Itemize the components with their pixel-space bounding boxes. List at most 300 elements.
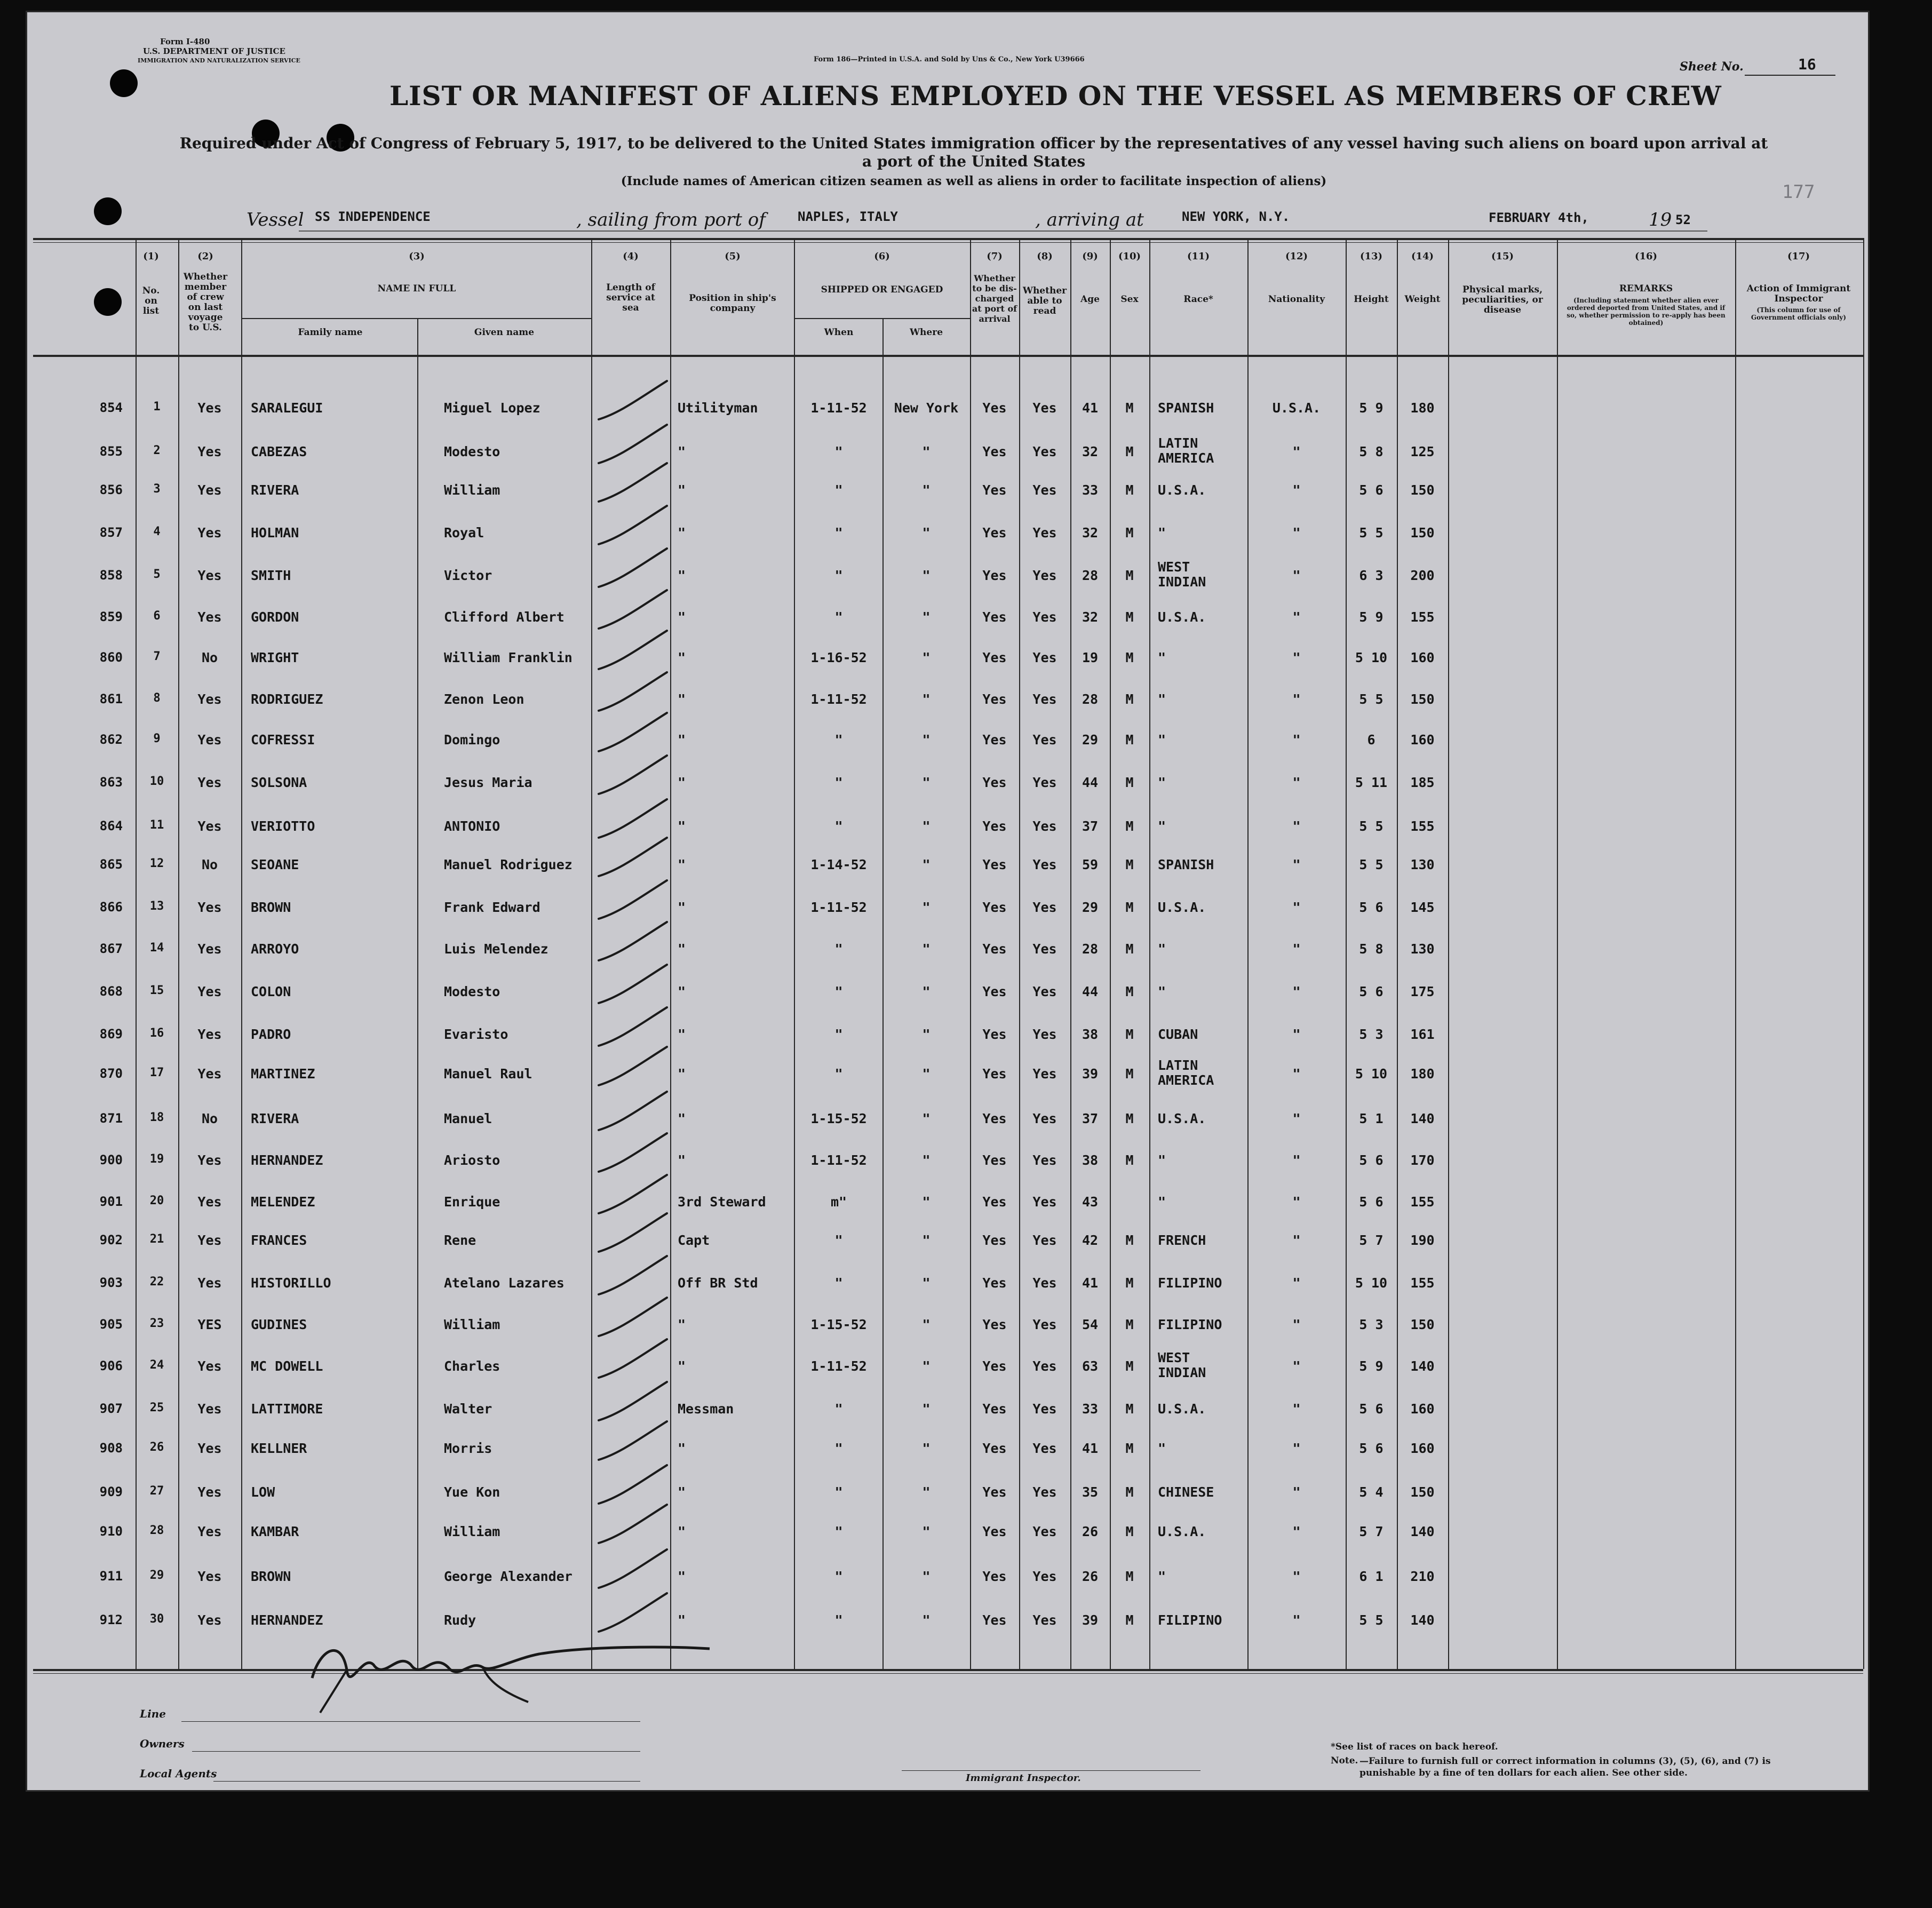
cell-crew: Yes (197, 1027, 222, 1042)
cell-ht: 5 9 (1359, 400, 1384, 416)
cell-race: U.S.A. (1158, 1111, 1206, 1126)
cell-wt: 175 (1410, 984, 1435, 999)
cell-when: " (834, 1524, 843, 1539)
cell-when: 1-11-52 (810, 1358, 867, 1374)
cell-crew: No (201, 857, 218, 872)
cell-read: Yes (1032, 1111, 1057, 1126)
col16-header: REMARKS (1619, 283, 1673, 294)
col1-number: (1) (143, 251, 159, 262)
cell-n: 19 (149, 1152, 164, 1166)
cell-crew: Yes (197, 1358, 222, 1374)
cell-age: 39 (1082, 1066, 1099, 1082)
fine-note: —Failure to furnish full or correct information in columns (3), (5), (6), and (7) is punishable by a fine of ten dollars for each alien. See other side. (1359, 1756, 1771, 1778)
punch-hole (94, 197, 122, 225)
cell-fam: SOLSONA (251, 775, 307, 790)
cell-pos: " (678, 818, 686, 834)
cell-sex: M (1125, 1524, 1134, 1539)
cell-giv: Manuel (444, 1111, 492, 1126)
cell-ht: 5 6 (1359, 1401, 1384, 1417)
cell-read: Yes (1032, 691, 1057, 707)
cell-pos: " (678, 941, 686, 957)
manifest-subtitle: Required under Act of Congress of February 5, 1917, to be delivered to the United States immigration officer by the representatives of any vessel having such aliens on board upon arrival at a port of the United States (179, 134, 1768, 170)
cell-dis: Yes (982, 1441, 1007, 1456)
cell-sex: M (1125, 1152, 1134, 1168)
cell-n: 20 (149, 1194, 164, 1207)
cell-where: " (922, 650, 931, 665)
cell-read: Yes (1032, 400, 1057, 416)
cell-when: " (834, 1066, 843, 1082)
cell-crew: Yes (197, 984, 222, 999)
cell-n: 21 (149, 1233, 164, 1246)
cell-where: " (922, 1358, 931, 1374)
cell-n: 26 (149, 1441, 164, 1454)
cell-fam: HERNANDEZ (251, 1152, 323, 1168)
arrival-date: FEBRUARY 4th, (1489, 210, 1589, 225)
vessel-underline (299, 230, 1707, 232)
cell-when: 1-11-52 (810, 400, 867, 416)
col17-number: (17) (1787, 251, 1810, 262)
cell-race: " (1158, 941, 1166, 957)
cell-wt: 180 (1410, 1066, 1435, 1082)
cell-n: 1 (153, 400, 161, 414)
cell-n: 11 (149, 818, 164, 832)
table-top-rule-2 (33, 242, 1863, 243)
cell-ref: 871 (99, 1111, 123, 1126)
cell-giv: Domingo (444, 732, 500, 748)
cell-nat: " (1292, 691, 1301, 707)
cell-sex: M (1125, 444, 1134, 459)
column-divider (591, 238, 592, 1669)
cell-wt: 155 (1410, 1275, 1435, 1291)
cell-race: " (1158, 525, 1166, 540)
col12-number: (12) (1285, 251, 1308, 262)
cell-age: 43 (1082, 1194, 1099, 1210)
cell-ht: 5 6 (1359, 1152, 1384, 1168)
cell-wt: 125 (1410, 444, 1435, 459)
cell-pos: " (678, 732, 686, 748)
cell-pos: " (678, 1524, 686, 1539)
cell-ht: 5 5 (1359, 691, 1384, 707)
cell-dis: Yes (982, 1111, 1007, 1126)
cell-race: U.S.A. (1158, 1524, 1206, 1539)
cell-sex: M (1125, 1233, 1134, 1248)
cell-nat: " (1292, 775, 1301, 790)
cell-n: 9 (153, 732, 161, 745)
cell-race-line2: AMERICA (1158, 1072, 1214, 1088)
cell-dis: Yes (982, 732, 1007, 748)
cell-where: " (922, 691, 931, 707)
cell-nat: " (1292, 1194, 1301, 1210)
cell-dis: Yes (982, 1484, 1007, 1500)
cell-giv: Ariosto (444, 1152, 500, 1168)
cell-crew: Yes (197, 444, 222, 459)
cell-when: 1-11-52 (810, 691, 867, 707)
cell-age: 28 (1082, 941, 1099, 957)
col14-number: (14) (1411, 251, 1434, 262)
cell-when: " (834, 609, 843, 625)
cell-read: Yes (1032, 1441, 1057, 1456)
cell-ref: 903 (99, 1275, 123, 1290)
cell-race: U.S.A. (1158, 482, 1206, 498)
cell-n: 18 (149, 1111, 164, 1124)
cell-read: Yes (1032, 1275, 1057, 1291)
cell-wt: 190 (1410, 1233, 1435, 1248)
cell-when: " (834, 1569, 843, 1584)
cell-race: " (1158, 1152, 1166, 1168)
cell-giv: Enrique (444, 1194, 500, 1210)
page-stamp-number: 177 (1782, 181, 1815, 203)
cell-sex: M (1125, 650, 1134, 665)
col8-number: (8) (1037, 251, 1053, 262)
cell-where: " (922, 609, 931, 625)
cell-dis: Yes (982, 1233, 1007, 1248)
cell-fam: BROWN (251, 1569, 291, 1584)
column-divider (1149, 238, 1150, 1669)
col16-number: (16) (1634, 251, 1658, 262)
cell-n: 25 (149, 1401, 164, 1414)
cell-dis: Yes (982, 941, 1007, 957)
cell-ref: 865 (99, 857, 123, 872)
cell-pos: Capt (678, 1233, 710, 1248)
cell-sex: M (1125, 1484, 1134, 1500)
cell-where: " (922, 1233, 931, 1248)
cell-n: 8 (153, 691, 161, 705)
cell-ht: 5 9 (1359, 1358, 1384, 1374)
cell-ref: 911 (99, 1569, 123, 1584)
cell-ref: 857 (99, 525, 123, 540)
cell-fam: MC DOWELL (251, 1358, 323, 1374)
cell-sex: M (1125, 1275, 1134, 1291)
cell-giv: Manuel Raul (444, 1066, 532, 1082)
race-note: *See list of races on back hereof. (1331, 1742, 1498, 1752)
column-divider (1557, 238, 1558, 1669)
column-divider (670, 238, 671, 1669)
cell-age: 32 (1082, 609, 1099, 625)
cell-n: 29 (149, 1569, 164, 1582)
cell-wt: 150 (1410, 1484, 1435, 1500)
cell-ref: 902 (99, 1233, 123, 1247)
cell-read: Yes (1032, 1233, 1057, 1248)
col2-number: (2) (197, 251, 213, 262)
cell-ht: 5 4 (1359, 1484, 1384, 1500)
cell-wt: 160 (1410, 732, 1435, 748)
cell-read: Yes (1032, 818, 1057, 834)
cell-sex: M (1125, 857, 1134, 872)
cell-giv: Frank Edward (444, 900, 540, 915)
col12-header: Nationality (1268, 294, 1325, 305)
cell-read: Yes (1032, 732, 1057, 748)
cell-age: 33 (1082, 1401, 1099, 1417)
cell-where: " (922, 1152, 931, 1168)
cell-ref: 855 (99, 444, 123, 459)
cell-race-line2: AMERICA (1158, 450, 1214, 466)
cell-where: " (922, 1612, 931, 1628)
cell-dis: Yes (982, 1569, 1007, 1584)
cell-crew: Yes (197, 609, 222, 625)
cell-wt: 160 (1410, 1401, 1435, 1417)
cell-n: 12 (149, 857, 164, 870)
cell-pos: " (678, 1317, 686, 1332)
cell-race: " (1158, 650, 1166, 665)
cell-crew: Yes (197, 1484, 222, 1500)
cell-read: Yes (1032, 650, 1057, 665)
table-header-bottom-rule (33, 355, 1863, 357)
cell-dis: Yes (982, 1152, 1007, 1168)
cell-nat: " (1292, 1569, 1301, 1584)
table-top-rule (33, 238, 1863, 240)
cell-when: 1-15-52 (810, 1317, 867, 1332)
cell-wt: 150 (1410, 1317, 1435, 1332)
cell-pos: " (678, 857, 686, 872)
cell-dis: Yes (982, 1401, 1007, 1417)
cell-race: SPANISH (1158, 857, 1214, 872)
cell-ref: 860 (99, 650, 123, 665)
cell-age: 37 (1082, 1111, 1099, 1126)
cell-dis: Yes (982, 1358, 1007, 1374)
cell-age: 41 (1082, 1275, 1099, 1291)
cell-n: 22 (149, 1275, 164, 1289)
cell-crew: No (201, 650, 218, 665)
col15-header: Physical marks, peculiarities, or disease (1462, 284, 1543, 315)
cell-pos: " (678, 568, 686, 583)
cell-n: 28 (149, 1524, 164, 1537)
cell-ht: 6 3 (1359, 568, 1384, 583)
cell-dis: Yes (982, 984, 1007, 999)
col16-subheader: (Including statement whether alien ever ordered deported from United States, and if so, whether permission to re-apply has been obtained) (1567, 297, 1726, 327)
column-divider (794, 238, 795, 1669)
col13-number: (13) (1359, 251, 1383, 262)
cell-fam: CABEZAS (251, 444, 307, 459)
cell-ht: 5 6 (1359, 984, 1384, 999)
cell-ht: 5 3 (1359, 1027, 1384, 1042)
cell-dis: Yes (982, 900, 1007, 915)
cell-fam: KELLNER (251, 1441, 307, 1456)
cell-age: 41 (1082, 400, 1099, 416)
cell-when: 1-14-52 (810, 857, 867, 872)
cell-age: 19 (1082, 650, 1099, 665)
cell-race: WEST (1158, 559, 1190, 575)
col13-header: Height (1354, 294, 1389, 305)
col10-number: (10) (1118, 251, 1141, 262)
cell-ref: 907 (99, 1401, 123, 1416)
cell-crew: Yes (197, 1401, 222, 1417)
cell-pos: " (678, 444, 686, 459)
cell-age: 44 (1082, 984, 1099, 999)
cell-ht: 5 8 (1359, 444, 1384, 459)
col4-header: Length of service at sea (606, 282, 655, 313)
cell-sex: M (1125, 900, 1134, 915)
cell-sex: M (1125, 400, 1134, 416)
manifest-title: LIST OR MANIFEST OF ALIENS EMPLOYED ON THE VESSEL AS MEMBERS OF CREW (389, 80, 1722, 112)
cell-read: Yes (1032, 1194, 1057, 1210)
cell-pos: " (678, 1484, 686, 1500)
cell-fam: LATTIMORE (251, 1401, 323, 1417)
cell-wt: 155 (1410, 609, 1435, 625)
cell-wt: 150 (1410, 482, 1435, 498)
year-suffix: 52 (1675, 212, 1691, 227)
cell-fam: WRIGHT (251, 650, 299, 665)
cell-crew: Yes (197, 1194, 222, 1210)
cell-ht: 5 7 (1359, 1524, 1384, 1539)
cell-fam: SARALEGUI (251, 400, 323, 416)
cell-ref: 901 (99, 1194, 123, 1209)
cell-n: 2 (153, 444, 161, 457)
cell-dis: Yes (982, 444, 1007, 459)
cell-fam: LOW (251, 1484, 275, 1500)
owners-underline (192, 1751, 640, 1752)
cell-where: " (922, 525, 931, 540)
cell-dis: Yes (982, 482, 1007, 498)
cell-fam: VERIOTTO (251, 818, 315, 834)
cell-sex: M (1125, 1317, 1134, 1332)
cell-sex: M (1125, 482, 1134, 498)
cell-pos: " (678, 650, 686, 665)
cell-ref: 866 (99, 900, 123, 915)
cell-nat: " (1292, 1612, 1301, 1628)
note-label: Note. (1331, 1755, 1358, 1766)
cell-age: 63 (1082, 1358, 1099, 1374)
cell-pos: " (678, 1612, 686, 1628)
cell-race: " (1158, 1441, 1166, 1456)
cell-sex: M (1125, 1401, 1134, 1417)
cell-race: FILIPINO (1158, 1317, 1222, 1332)
line-underline (181, 1721, 640, 1722)
cell-where: " (922, 1066, 931, 1082)
cell-age: 33 (1082, 482, 1099, 498)
port-from: NAPLES, ITALY (798, 209, 898, 224)
cell-race: FILIPINO (1158, 1612, 1222, 1628)
cell-where: " (922, 1524, 931, 1539)
cell-pos: Messman (678, 1401, 734, 1417)
cell-n: 13 (149, 900, 164, 913)
cell-when: " (834, 1401, 843, 1417)
cell-nat: " (1292, 650, 1301, 665)
col10-header: Sex (1120, 294, 1139, 305)
cell-sex: M (1125, 691, 1134, 707)
cell-race-line2: INDIAN (1158, 574, 1206, 590)
cell-ref: 859 (99, 609, 123, 624)
cell-where: " (922, 1275, 931, 1291)
cell-dis: Yes (982, 1194, 1007, 1210)
cell-nat: " (1292, 1066, 1301, 1082)
cell-race: FRENCH (1158, 1233, 1206, 1248)
cell-wt: 160 (1410, 650, 1435, 665)
cell-ht: 5 11 (1355, 775, 1388, 790)
cell-age: 37 (1082, 818, 1099, 834)
cell-fam: BROWN (251, 900, 291, 915)
column-divider (241, 238, 242, 1669)
cell-ref: 854 (99, 400, 123, 415)
cell-fam: COLON (251, 984, 291, 999)
vessel-label: Vessel (247, 209, 304, 230)
cell-when: " (834, 818, 843, 834)
cell-when: " (834, 732, 843, 748)
cell-ht: 5 9 (1359, 609, 1384, 625)
cell-crew: Yes (197, 1152, 222, 1168)
cell-pos: Off BR Std (678, 1275, 758, 1291)
cell-where: " (922, 775, 931, 790)
cell-crew: Yes (197, 1275, 222, 1291)
cell-where: " (922, 1484, 931, 1500)
cell-dis: Yes (982, 609, 1007, 625)
cell-giv: Modesto (444, 444, 500, 459)
cell-n: 7 (153, 650, 161, 663)
cell-nat: " (1292, 609, 1301, 625)
col9-header: Age (1080, 294, 1100, 305)
cell-nat: " (1292, 444, 1301, 459)
cell-dis: Yes (982, 568, 1007, 583)
cell-crew: Yes (197, 775, 222, 790)
column-divider (1735, 238, 1736, 1669)
cell-when: " (834, 1484, 843, 1500)
cell-age: 28 (1082, 691, 1099, 707)
col11-number: (11) (1187, 251, 1210, 262)
cell-dis: Yes (982, 525, 1007, 540)
punch-hole (110, 69, 138, 97)
sailing-label: , sailing from port of (576, 209, 766, 230)
cell-where: New York (894, 400, 959, 416)
cell-nat: " (1292, 1111, 1301, 1126)
cell-dis: Yes (982, 1027, 1007, 1042)
cell-n: 5 (153, 568, 161, 581)
cell-where: " (922, 568, 931, 583)
cell-pos: " (678, 775, 686, 790)
cell-crew: Yes (197, 818, 222, 834)
cell-when: " (834, 775, 843, 790)
cell-sex: M (1125, 609, 1134, 625)
cell-race: CHINESE (1158, 1484, 1214, 1500)
cell-pos: " (678, 482, 686, 498)
cell-giv: Zenon Leon (444, 691, 524, 707)
cell-read: Yes (1032, 1152, 1057, 1168)
cell-nat: " (1292, 1358, 1301, 1374)
cell-giv: Rudy (444, 1612, 476, 1628)
cell-ht: 5 6 (1359, 482, 1384, 498)
cell-nat: " (1292, 1152, 1301, 1168)
cell-nat: " (1292, 1524, 1301, 1539)
cell-wt: 161 (1410, 1027, 1435, 1042)
cell-read: Yes (1032, 444, 1057, 459)
cell-giv: William (444, 1524, 500, 1539)
cell-pos: " (678, 1441, 686, 1456)
column-divider (417, 318, 418, 1669)
cell-fam: HERNANDEZ (251, 1612, 323, 1628)
cell-ht: 5 5 (1359, 857, 1384, 872)
cell-race: " (1158, 1569, 1166, 1584)
cell-age: 29 (1082, 732, 1099, 748)
cell-nat: " (1292, 525, 1301, 540)
cell-ref: 910 (99, 1524, 123, 1539)
cell-nat: " (1292, 1441, 1301, 1456)
shipped-subheader-rule (794, 318, 970, 319)
cell-wt: 130 (1410, 941, 1435, 957)
cell-read: Yes (1032, 482, 1057, 498)
col15-number: (15) (1491, 251, 1514, 262)
cell-read: Yes (1032, 857, 1057, 872)
cell-where: " (922, 984, 931, 999)
cell-crew: YES (197, 1317, 222, 1332)
cell-read: Yes (1032, 775, 1057, 790)
cell-nat: " (1292, 568, 1301, 583)
cell-where: " (922, 818, 931, 834)
cell-read: Yes (1032, 609, 1057, 625)
cell-when: " (834, 984, 843, 999)
cell-when: " (834, 482, 843, 498)
cell-fam: MELENDEZ (251, 1194, 315, 1210)
cell-giv: Clifford Albert (444, 609, 565, 625)
cell-race: U.S.A. (1158, 609, 1206, 625)
col7-header: Whether to be dis-charged at port of arrival (972, 273, 1017, 324)
